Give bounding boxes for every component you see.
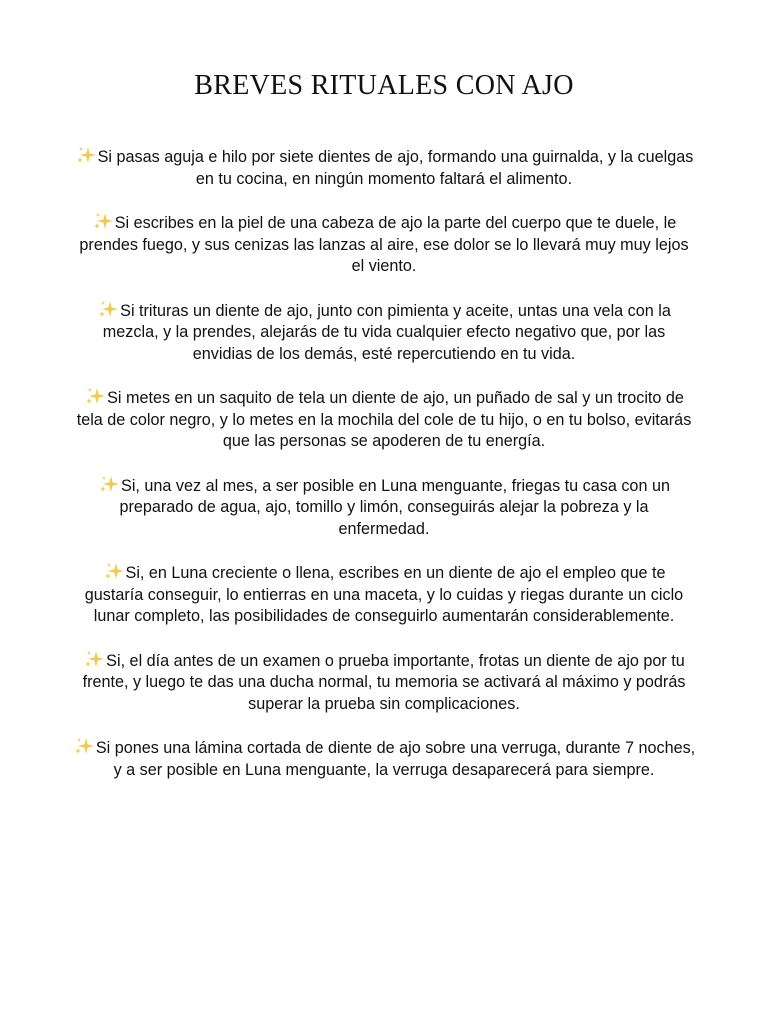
- ritual-text: Si, una vez al mes, a ser posible en Luna menguante, friegas tu casa con un preparado de agua, ajo, tomillo y limón, conseguirás alejar la pobreza y la enfermedad.: [119, 476, 670, 538]
- ritual-text: Si pasas aguja e hilo por siete dientes de ajo, formando una guirnalda, y la cuelgas en tu cocina, en ningún momento faltará el alimento.: [97, 148, 694, 188]
- rituals-list: [72, 146, 696, 803]
- ritual-text: Si trituras un diente de ajo, junto con pimienta y aceite, untas una vela con la mezcla, y la prendes, alejarás de tu vida cualquier efecto negativo que, por las envidias de los demás, esté repercutiendo en tu vida.: [102, 301, 671, 363]
- sparkles-icon: [98, 475, 120, 495]
- ritual-paragraph: [72, 300, 696, 366]
- sparkles-icon: [92, 212, 114, 232]
- ritual-paragraph: [72, 387, 696, 453]
- ritual-paragraph: [72, 562, 696, 628]
- ritual-text: Si metes en un saquito de tela un diente de ajo, un puñado de sal y un trocito de tela de color negro, y lo metes en la mochila del cole de tu hijo, o en tu bolso, evitarás que las personas se apoderen de tu energía.: [76, 389, 692, 450]
- ritual-paragraph: [72, 475, 696, 541]
- ritual-text: Si, el día antes de un examen o prueba importante, frotas un diente de ajo por tu frente, y luego te das una ducha normal, tu memoria se activará al máximo y podrás superar la prueba sin complicaciones.: [82, 651, 686, 713]
- ritual-paragraph: [72, 146, 696, 190]
- ritual-text: Si, en Luna creciente o llena, escribes en un diente de ajo el empleo que te gustaría conseguir, lo entierras en una maceta, y lo cuidas y riegas durante un ciclo lunar completo, las posibilidades de conseguirlo aumentarán considerablemente.: [84, 564, 684, 625]
- ritual-text: Si escribes en la piel de una cabeza de ajo la parte del cuerpo que te duele, le prendes fuego, y sus cenizas las lanzas al aire, ese dolor se lo llevará muy muy lejos el viento.: [79, 214, 689, 275]
- ritual-paragraph: [72, 650, 696, 716]
- sparkles-icon: [97, 300, 119, 320]
- ritual-text: Si pones una lámina cortada de diente de ajo sobre una verruga, durante 7 noches, y a ser posible en Luna menguante, la verruga desaparecerá para siempre.: [95, 739, 696, 779]
- sparkles-icon: [73, 737, 95, 757]
- document-title: BREVES RITUALES CON AJO: [194, 70, 574, 101]
- ritual-paragraph: [72, 212, 696, 278]
- sparkles-icon: [84, 387, 106, 407]
- ritual-paragraph: [72, 737, 696, 781]
- sparkles-icon: [75, 146, 97, 166]
- sparkles-icon: [103, 562, 125, 582]
- sparkles-icon: [83, 650, 105, 670]
